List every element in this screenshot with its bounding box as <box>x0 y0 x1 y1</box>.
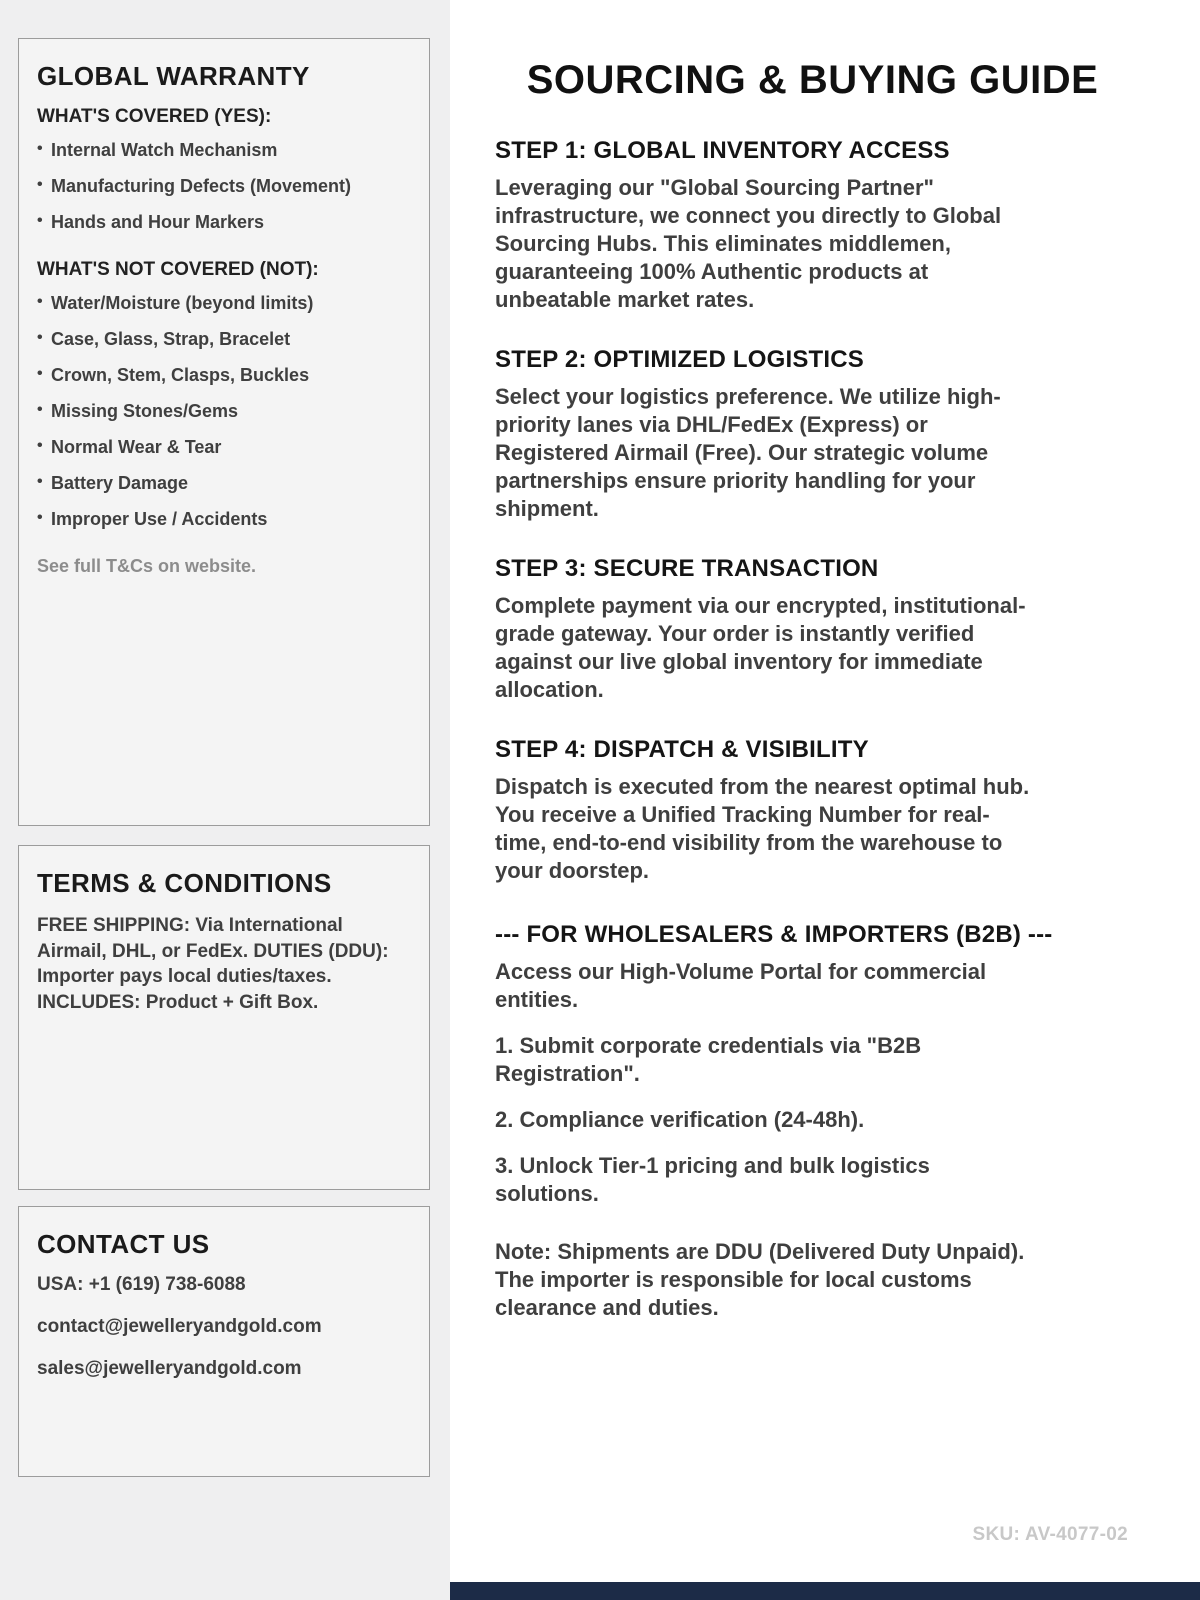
step-4-body: Dispatch is executed from the nearest optimal hub. You receive a Unified Tracking Number for real-time, end-to-end visibility from the warehouse to your doorstep. <box>495 774 1030 883</box>
b2b-note: Note: Shipments are DDU (Delivered Duty Unpaid). The importer is responsible for local customs clearance and duties. <box>495 1239 1025 1320</box>
list-item: • Manufacturing Defects (Movement) <box>37 176 411 197</box>
contact-email-primary: contact@jewelleryandgold.com <box>37 1316 322 1337</box>
step-1-section <box>495 137 1130 314</box>
b2b-intro: Access our High-Volume Portal for commercial entities. <box>495 959 987 1012</box>
step-2-heading: STEP 2: OPTIMIZED LOGISTICS <box>495 346 864 373</box>
sku-label: SKU: AV-4077-02 <box>972 1524 1128 1545</box>
b2b-step-3: 3. Unlock Tier-1 pricing and bulk logistics solutions. <box>495 1153 930 1206</box>
list-item: • Missing Stones/Gems <box>37 401 411 422</box>
list-item: • Crown, Stem, Clasps, Buckles <box>37 365 411 386</box>
warranty-not-covered-list <box>37 293 411 530</box>
warranty-footer-note: See full T&Cs on website. <box>37 556 257 576</box>
b2b-step-2: 2. Compliance verification (24-48h). <box>495 1107 865 1132</box>
list-item: • Internal Watch Mechanism <box>37 140 411 161</box>
step-3-body: Complete payment via our encrypted, institutional-grade gateway. Your order is instantly verified against our live global inventory for immediate allocation. <box>495 593 1026 702</box>
list-item: • Battery Damage <box>37 473 411 494</box>
sidebar <box>0 0 450 1600</box>
bottom-bar <box>450 1582 1200 1600</box>
step-1-heading: STEP 1: GLOBAL INVENTORY ACCESS <box>495 137 950 164</box>
contact-email-sales: sales@jewelleryandgold.com <box>37 1358 302 1379</box>
warranty-not-covered-title: WHAT'S NOT COVERED (NOT): <box>37 259 319 280</box>
warranty-covered-list <box>37 140 411 233</box>
list-item: • Case, Glass, Strap, Bracelet <box>37 329 411 350</box>
terms-box <box>18 845 430 1190</box>
contact-box <box>18 1206 430 1477</box>
list-item: • Improper Use / Accidents <box>37 509 411 530</box>
terms-body: FREE SHIPPING: Via International Airmail, DHL, or FedEx. DUTIES (DDU): Importer pays local duties/taxes. INCLUDES: Product + Gift Box. <box>37 915 389 1013</box>
list-item: • Water/Moisture (beyond limits) <box>37 293 411 314</box>
list-item: • Hands and Hour Markers <box>37 212 411 233</box>
b2b-section <box>495 921 1130 1322</box>
page-title: SOURCING & BUYING GUIDE <box>526 58 1099 102</box>
warranty-title: GLOBAL WARRANTY <box>37 61 310 91</box>
terms-title: TERMS & CONDITIONS <box>37 868 332 898</box>
main-content <box>450 0 1200 1600</box>
step-1-body: Leveraging our "Global Sourcing Partner" infrastructure, we connect you directly to Global Sourcing Hubs. This eliminates middlemen, guaranteeing 100% Authentic products at unbeatable market rates. <box>495 175 1002 312</box>
contact-phone: USA: +1 (619) 738-6088 <box>37 1274 246 1295</box>
b2b-heading: --- FOR WHOLESALERS & IMPORTERS (B2B) --- <box>495 921 1053 948</box>
step-4-heading: STEP 4: DISPATCH & VISIBILITY <box>495 736 869 763</box>
step-2-section <box>495 346 1130 523</box>
step-4-section <box>495 736 1130 885</box>
step-2-body: Select your logistics preference. We utilize high-priority lanes via DHL/FedEx (Express) or Registered Airmail (Free). Our strategic volume partnerships ensure priority handling for your shipment. <box>495 384 1001 521</box>
step-3-heading: STEP 3: SECURE TRANSACTION <box>495 555 879 582</box>
b2b-step-1: 1. Submit corporate credentials via "B2B Registration". <box>495 1033 922 1086</box>
step-3-section <box>495 555 1130 704</box>
contact-title: CONTACT US <box>37 1229 210 1259</box>
warranty-covered-title: WHAT'S COVERED (YES): <box>37 106 272 127</box>
list-item: • Normal Wear & Tear <box>37 437 411 458</box>
warranty-box <box>18 38 430 826</box>
